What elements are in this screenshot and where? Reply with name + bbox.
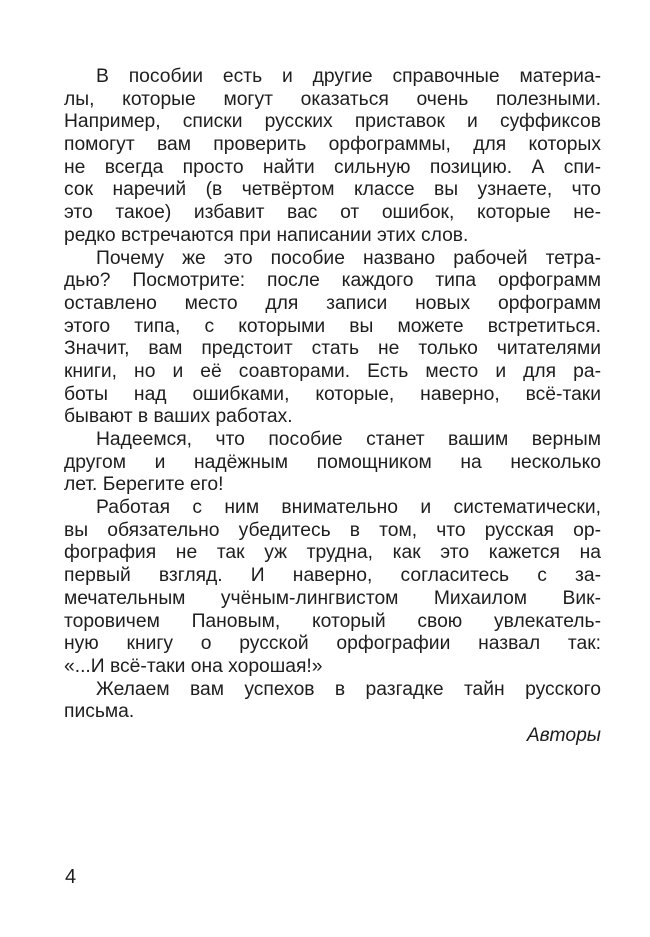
text-line: книги, но и её соавторами. Есть место и для ра-: [64, 360, 601, 382]
text-line: Например, списки русских приставок и суффиксов: [64, 111, 601, 133]
text-line: другом и надёжным помощником на несколько: [64, 451, 601, 473]
authors-signature: Авторы: [526, 724, 601, 746]
text-line: этого типа, с которыми вы можете встретиться.: [64, 315, 601, 337]
paragraph-2: [64, 248, 601, 430]
text-line: вы обязательно убедитесь в том, что русская ор-: [64, 519, 601, 541]
page-number: 4: [65, 866, 77, 888]
text-line: бывают в ваших работах.: [64, 406, 293, 428]
text-line: Значит, вам предстоит стать не только читателями: [64, 338, 601, 360]
text-line: Работая с ним внимательно и систематически,: [96, 497, 601, 519]
paragraph-4: [64, 497, 601, 679]
paragraph-3: [64, 429, 601, 497]
text-line: боты над ошибками, которые, наверно, всё-таки: [64, 383, 601, 405]
text-line: В пособии есть и другие справочные материа-: [96, 66, 601, 87]
text-line: Желаем вам успехов в разгадке тайн русского: [96, 678, 601, 700]
text-line: письма.: [64, 701, 135, 723]
paragraph-1: [64, 66, 601, 248]
text-line: лы, которые могут оказаться очень полезными.: [64, 88, 601, 110]
text-line: «...И всё-таки она хорошая!»: [64, 655, 323, 677]
text-line: не всегда просто найти сильную позицию. А спи-: [64, 156, 601, 178]
text-line: редко встречаются при написании этих слов.: [64, 224, 469, 246]
text-line: Почему же это пособие названо рабочей тетра-: [96, 247, 601, 269]
text-line: ную книгу о русской орфографии назвал так:: [64, 633, 601, 655]
text-line: лет. Берегите его!: [64, 474, 224, 496]
paragraph-5: [64, 679, 601, 724]
text-line: мечательным учёным-лингвистом Михаилом Вик-: [64, 587, 601, 609]
text-line: дью? Посмотрите: после каждого типа орфограмм: [64, 270, 601, 292]
text-line: фография не так уж трудна, как это кажется на: [64, 542, 601, 564]
text-line: Надеемся, что пособие станет вашим верным: [96, 429, 601, 450]
text-line: это такое) избавит вас от ошибок, которые не-: [64, 202, 601, 224]
text-line: оставлено место для записи новых орфограмм: [64, 292, 601, 314]
text-line: первый взгляд. И наверно, согласитесь с за-: [64, 565, 601, 587]
text-line: помогут вам проверить орфограммы, для которых: [64, 134, 601, 156]
text-line: сок наречий (в четвёртом классе вы узнаете, что: [64, 179, 601, 201]
page-body: [64, 66, 601, 748]
text-line: торовичем Пановым, который свою увлекатель-: [64, 610, 601, 632]
